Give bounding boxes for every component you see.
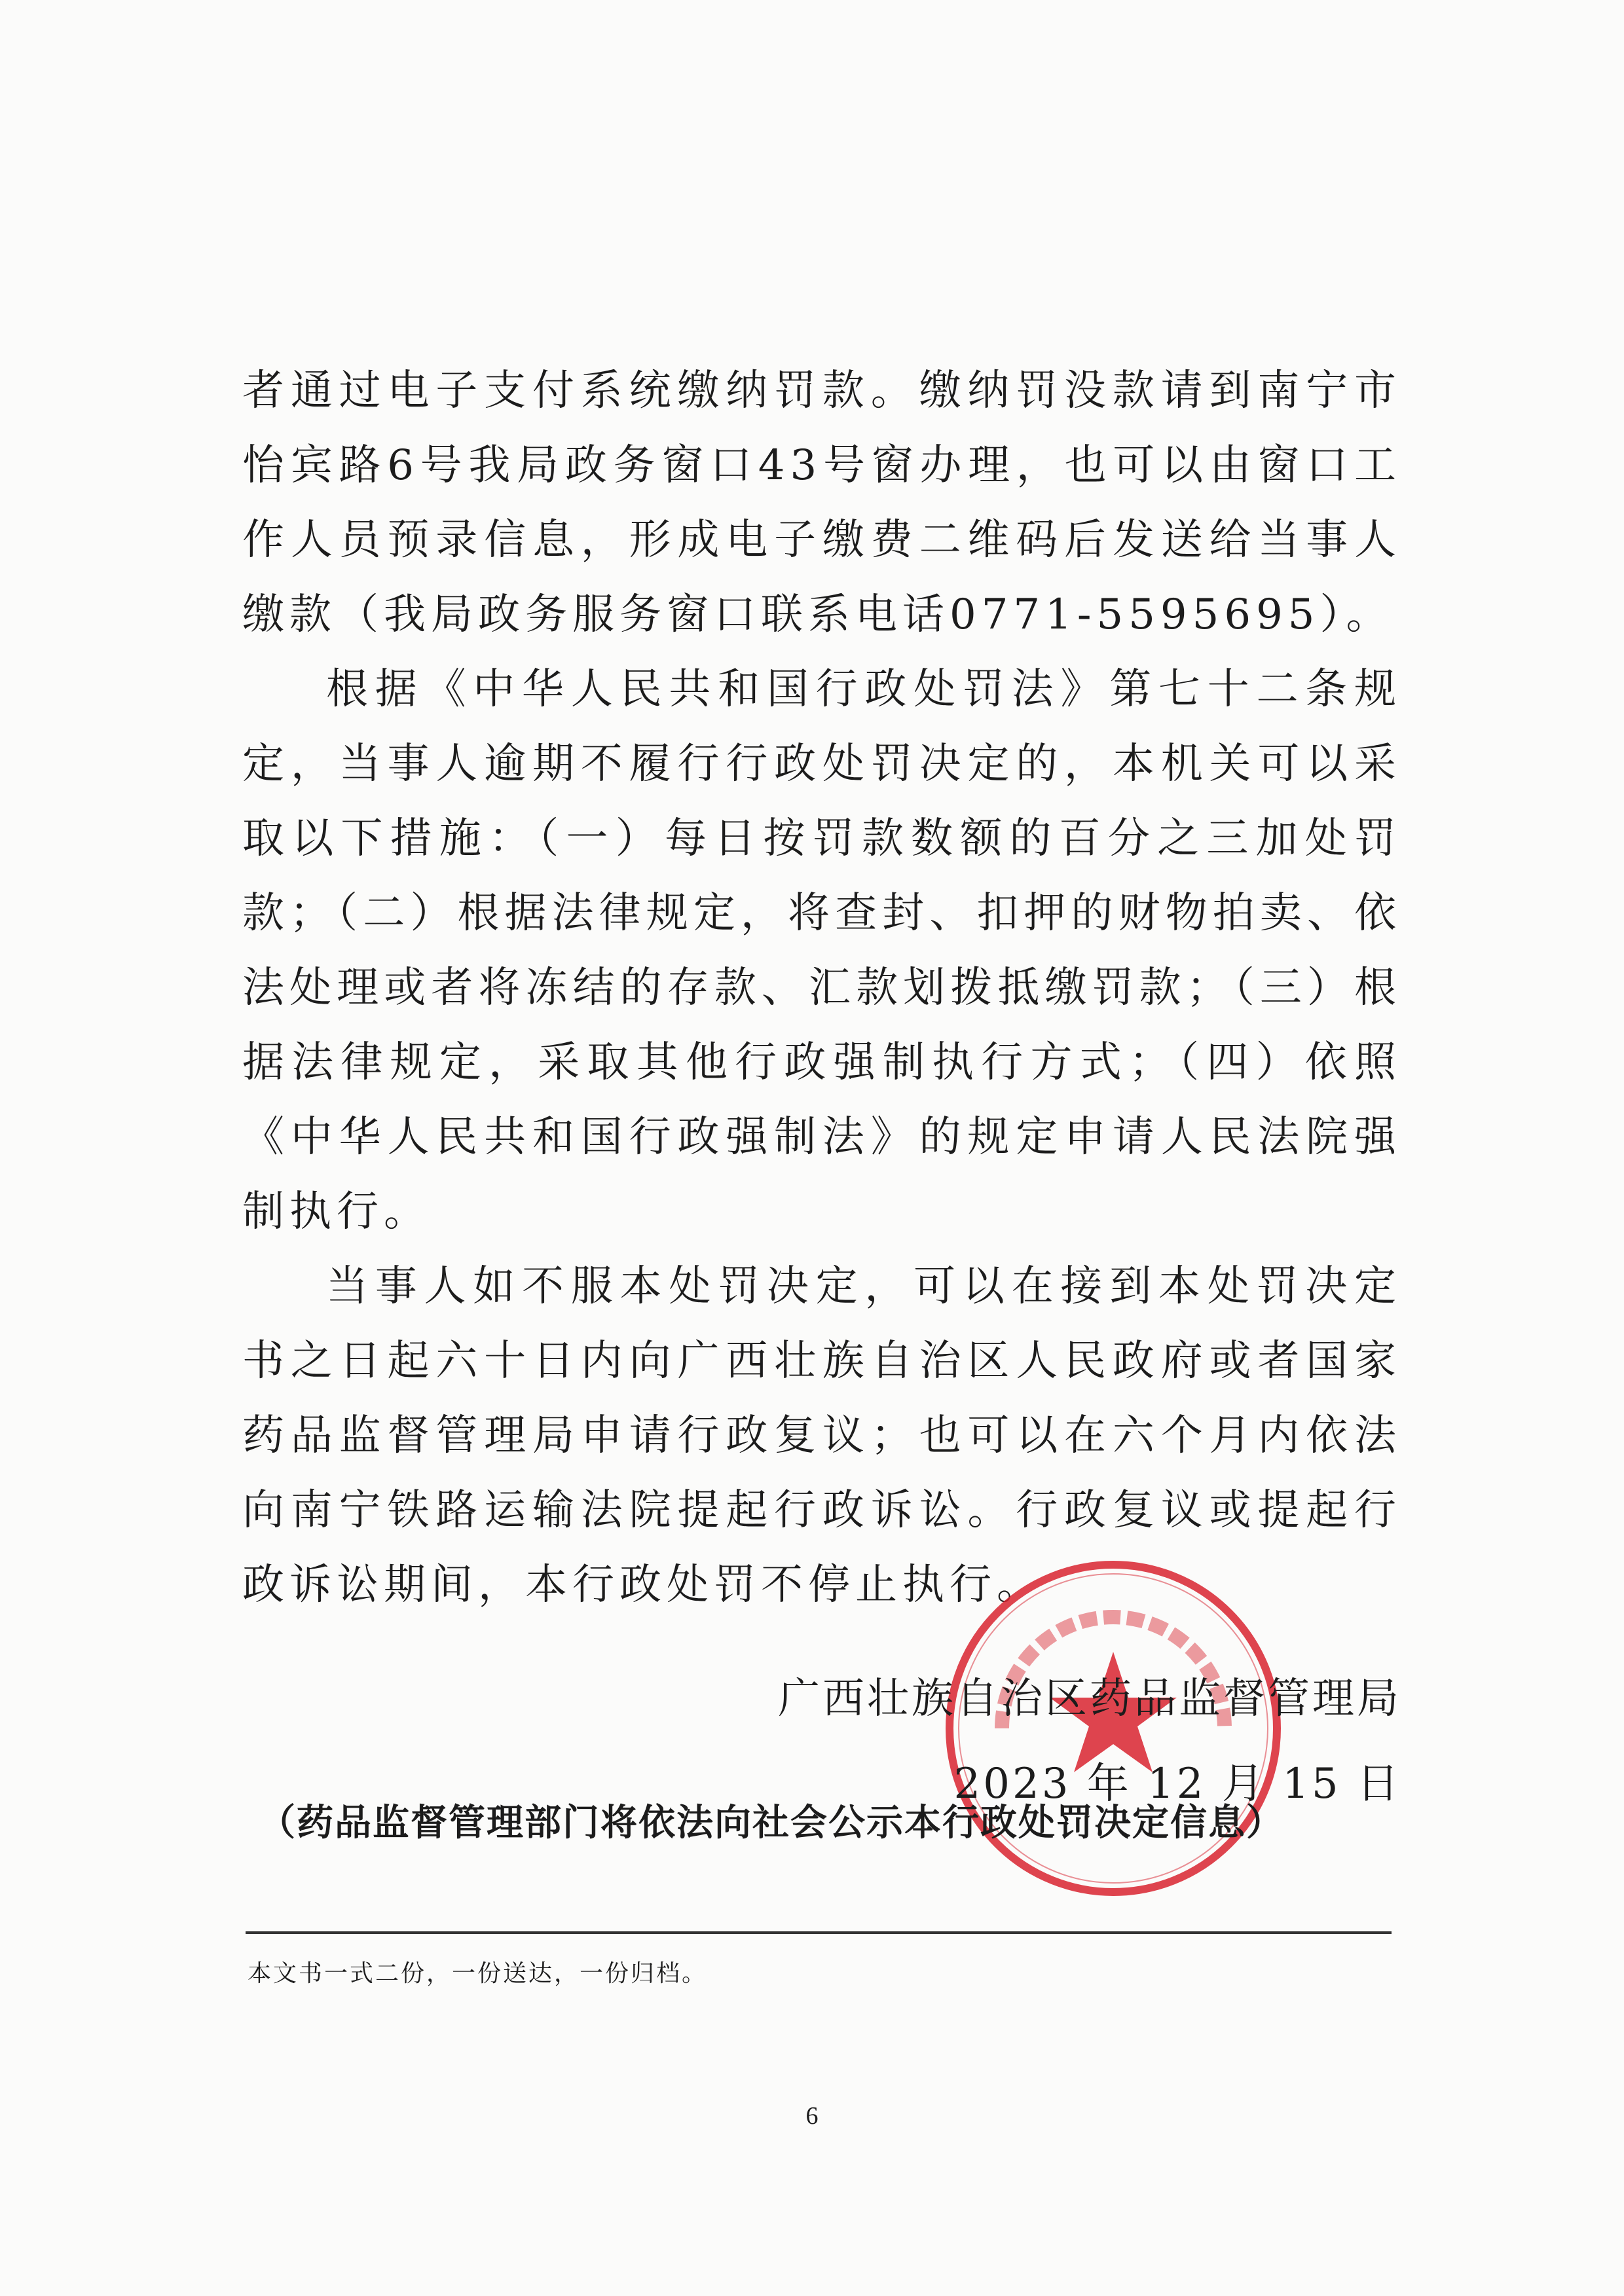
paragraph-appeal-rights: 当事人如不服本处罚决定，可以在接到本处罚决定书之日起六十日内向广西壮族自治区人民政府或者国家药品监督管理局申请行政复议；也可以在六个月内依法向南宁铁路运输法院提起行政诉讼。行政复议或提起行政诉讼期间，本行政处罚不停止执行。 [242,1262,1401,1609]
footnote-divider [246,1931,1392,1934]
public-notice: （药品监督管理部门将依法向社会公示本行政处罚决定信息） [259,1802,1284,1844]
body-text [242,354,1401,1622]
issuing-authority: 广西壮族自治区药品监督管理局 [778,1675,1401,1723]
paragraph-payment: 者通过电子支付系统缴纳罚款。缴纳罚没款请到南宁市怡宾路6号我局政务窗口43号窗办理，也可以由窗口工作人员预录信息，形成电子缴费二维码后发送给当事人缴款（我局政务服务窗口联系电话0771-5595695）。 [242,367,1401,639]
copies-footnote: 本文书一式二份，一份送达，一份归档。 [248,1960,708,1987]
page-number: 6 [805,2102,819,2130]
paragraph-overdue-measures: 根据《中华人民共和国行政处罚法》第七十二条规定，当事人逾期不履行行政处罚决定的，本机关可以采取以下措施：（一）每日按罚款数额的百分之三加处罚款；（二）根据法律规定，将查封、扣押的财物拍卖、依法处理或者将冻结的存款、汇款划拨抵缴罚款；（三）根据法律规定，采取其他行政强制执行方式；（四）依照《中华人民共和国行政强制法》的规定申请人民法院强制执行。 [242,665,1401,1236]
issue-date: 2023 年 12 月 15 日 [953,1760,1401,1808]
